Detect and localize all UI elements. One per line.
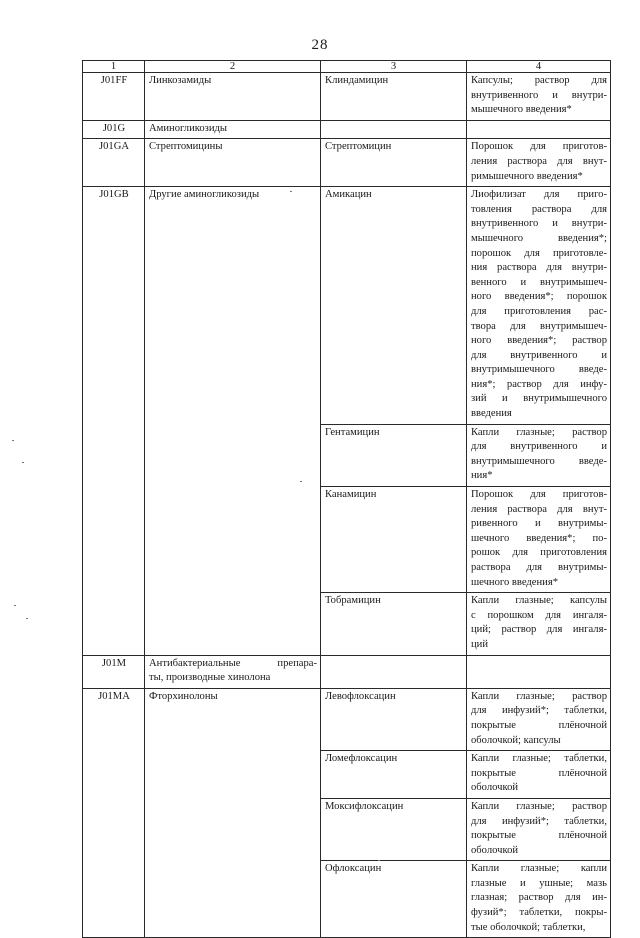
dosage-form-line: для внутривенного и (471, 349, 607, 361)
table-row (83, 187, 611, 425)
group-cell: Аминогликозиды (145, 120, 321, 139)
dosage-form-line: ления раствора для внут- (471, 503, 607, 515)
scan-speck (290, 191, 292, 192)
scan-speck (378, 860, 380, 861)
dosage-form-cell (467, 487, 611, 593)
dosage-form-line: глазная; раствор для ин- (471, 892, 607, 904)
dosage-form-line: тые оболочкой; таблетки, (471, 921, 586, 933)
dosage-form-line: Капсулы; раствор для (471, 75, 607, 86)
dosage-form-cell (467, 751, 611, 799)
atc-code-cell: J01MA (83, 688, 145, 938)
group-cell: Линкозамиды (145, 73, 321, 121)
dosage-form-line: покрытые плёночной (471, 830, 607, 842)
dosage-form-line: мышечного введения* (471, 104, 572, 116)
group-cell: Другие аминогликозиды (145, 187, 321, 655)
dosage-form-line: внутримышечного введе- (471, 364, 607, 376)
dosage-form-line: ния* (471, 470, 493, 482)
drug-cell: Тобрамицин (321, 593, 467, 655)
dosage-form-line: ния*; раствор для инфу- (471, 378, 607, 390)
atc-code-cell: J01GA (83, 139, 145, 187)
dosage-form-line: внутривенного и внутри- (471, 89, 607, 101)
dosage-form-line: покрытые плёночной (471, 767, 607, 779)
dosage-form-line: Капли глазные; раствор (471, 690, 607, 702)
dosage-form-line: для инфузий*; таблетки, (471, 705, 607, 717)
dosage-form-line: порошок для приготовле- (471, 247, 607, 259)
column-number-row (83, 61, 611, 73)
atc-code-cell: J01GB (83, 187, 145, 655)
dosage-form-line: введения (471, 408, 512, 420)
dosage-form-line: твора для внутримышеч- (471, 320, 607, 332)
dosage-form-line: ций; раствор для ингаля- (471, 624, 607, 636)
dosage-form-line: товления раствора для (471, 203, 607, 215)
scan-speck (300, 481, 302, 482)
dosage-form-line: Капли глазные; раствор (471, 426, 607, 438)
drug-table (82, 60, 611, 938)
atc-code-cell: J01FF (83, 73, 145, 121)
table-row (83, 139, 611, 187)
dosage-form-line: шечного введения*; по- (471, 532, 607, 544)
dosage-form-line: оболочкой (471, 782, 519, 794)
drug-cell: Канамицин (321, 487, 467, 593)
drug-cell: Офлоксацин (321, 861, 467, 938)
dosage-form-cell (467, 798, 611, 860)
dosage-form-line: Капли глазные; таблетки, (471, 753, 607, 765)
column-number: 1 (83, 61, 145, 73)
group-cell: Фторхинолоны (145, 688, 321, 938)
table-row (83, 73, 611, 121)
dosage-form-line: мышечного введения*; (471, 232, 607, 244)
dosage-form-line: оболочкой; капсулы (471, 734, 561, 746)
dosage-form-line: оболочкой (471, 844, 519, 856)
dosage-form-line: глазные и ушные; мазь (471, 877, 607, 889)
dosage-form-cell (467, 424, 611, 486)
dosage-form-line: Порошок для приготов- (471, 141, 607, 153)
dosage-form-line: Капли глазные; капсулы (471, 595, 607, 607)
dosage-form-line: зий и внутримышечного (471, 393, 607, 405)
atc-code-cell: J01M (83, 655, 145, 688)
dosage-form-line: ного введения*; раствор (471, 335, 607, 347)
dosage-form-cell (467, 139, 611, 187)
dosage-form-line: Капли глазные; капли (471, 863, 607, 875)
dosage-form-line: Порошок для приготов- (471, 489, 607, 501)
dosage-form-line: внутримышечного введе- (471, 455, 607, 467)
dosage-form-line: раствора для внутримы- (471, 562, 607, 573)
drug-cell (321, 655, 467, 688)
column-number: 4 (467, 61, 611, 73)
page-number: 28 (311, 37, 329, 53)
drug-cell: Ломефлоксацин (321, 751, 467, 799)
table-row (83, 688, 611, 750)
drug-cell: Клиндамицин (321, 73, 467, 121)
dosage-form-cell (467, 73, 611, 121)
column-number: 2 (145, 61, 321, 73)
dosage-form-line: венного и внутримышеч- (471, 276, 607, 288)
scan-speck (26, 618, 28, 619)
dosage-form-cell (467, 655, 611, 688)
dosage-form-cell (467, 688, 611, 750)
dosage-form-line: внутривенного и внутри- (471, 218, 607, 230)
dosage-form-line: рошок для приготовления (471, 547, 607, 559)
column-number: 3 (321, 61, 467, 73)
dosage-form-cell (467, 593, 611, 655)
drug-cell: Амикацин (321, 187, 467, 425)
table-row (83, 120, 611, 139)
dosage-form-line: для внутривенного и (471, 441, 607, 453)
dosage-form-line: Лиофилизат для приго- (471, 189, 607, 201)
dosage-form-line: Капли глазные; раствор (471, 800, 607, 812)
drug-cell: Стрептомицин (321, 139, 467, 187)
dosage-form-line: с порошком для ингаля- (471, 609, 607, 621)
dosage-form-cell (467, 187, 611, 425)
dosage-form-line: для приготовления рас- (471, 305, 607, 317)
table-row (83, 655, 611, 688)
scan-speck (22, 462, 24, 463)
dosage-form-line: ления раствора для внут- (471, 155, 607, 167)
dosage-form-line: шечного введения* (471, 576, 559, 588)
group-line: ты, производные хинолона (149, 672, 271, 684)
dosage-form-line: ния раствора для внутри- (471, 262, 607, 274)
group-line: Антибактериальные препара- (149, 657, 317, 669)
dosage-form-cell (467, 120, 611, 139)
drug-cell: Моксифлоксацин (321, 798, 467, 860)
group-cell (145, 655, 321, 688)
dosage-form-line: ного введения*; порошок (471, 291, 607, 303)
dosage-form-line: для инфузий*; таблетки, (471, 815, 607, 827)
drug-cell: Гентамицин (321, 424, 467, 486)
dosage-form-cell (467, 861, 611, 938)
scan-speck (12, 440, 14, 441)
dosage-form-line: римышечного введения* (471, 170, 583, 182)
atc-code-cell: J01G (83, 120, 145, 139)
group-cell: Стрептомицины (145, 139, 321, 187)
drug-cell: Левофлоксацин (321, 688, 467, 750)
dosage-form-line: ривенного и внутримы- (471, 518, 607, 530)
scan-speck (14, 605, 16, 606)
dosage-form-line: ций (471, 638, 489, 650)
dosage-form-line: покрытые плёночной (471, 719, 607, 731)
dosage-form-line: фузий*; таблетки, покры- (471, 907, 607, 919)
drug-cell (321, 120, 467, 139)
